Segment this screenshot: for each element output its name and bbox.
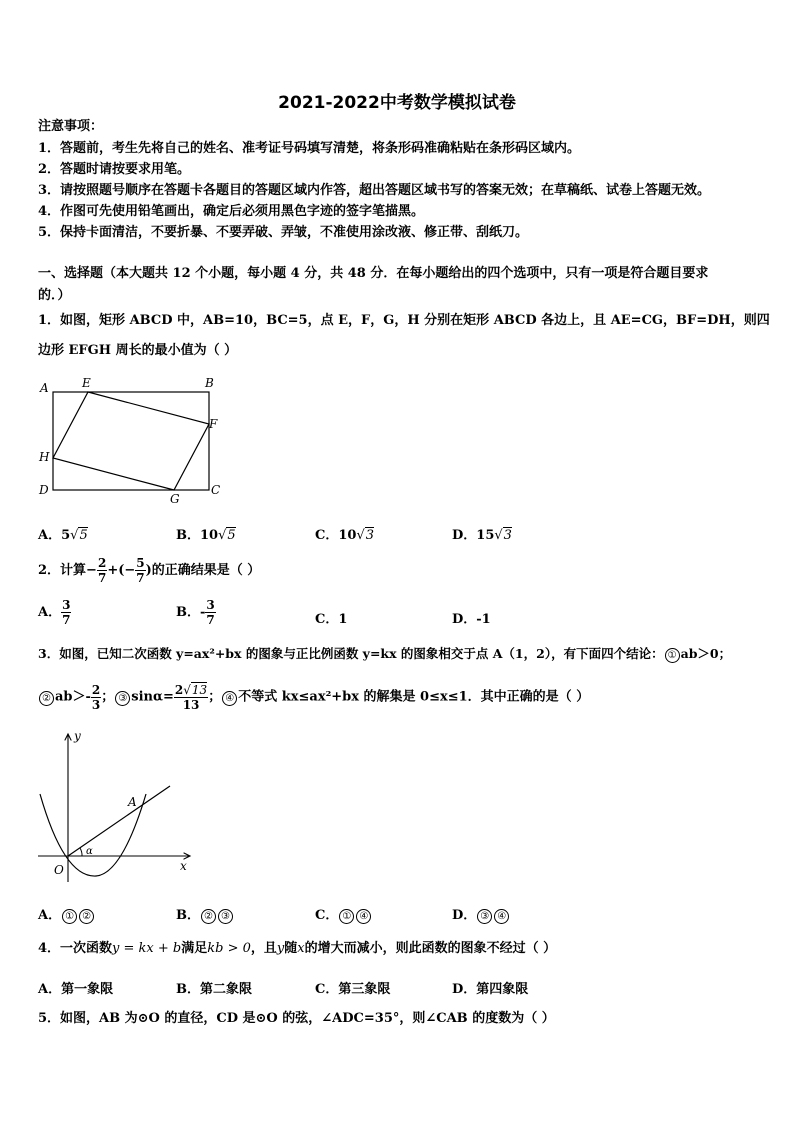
line-y-kx [68, 786, 170, 856]
option-c[interactable]: C．第三象限 [315, 982, 391, 997]
rectangle-figure [36, 372, 226, 506]
option-d[interactable]: D．-1 [452, 612, 491, 627]
notice-item: 2．答题时请按要求用笔。 [38, 162, 191, 177]
option-d[interactable]: D．15√3 [452, 528, 512, 543]
option-a[interactable]: A．第一象限 [38, 982, 114, 997]
quadrilateral-efgh [53, 392, 209, 490]
option-b[interactable]: B．- $\frac{3}{7}$ [176, 598, 215, 627]
option-d[interactable]: D． ③ ④ [452, 904, 510, 924]
page-title: 2021-2022中考数学模拟试卷 [278, 93, 516, 113]
label-e: E [82, 376, 91, 390]
notice-item: 1．答题前，考生先将自己的姓名、准考证号码填写清楚，将条形码准确粘贴在条形码区域内。 [38, 141, 581, 156]
section-heading: 一、选择题（本大题共 12 个小题，每小题 4 分，共 48 分．在每小题给出的四个选项中，只有一项是符合题目要求 [38, 266, 709, 281]
label-x: x [180, 859, 187, 873]
label-b: B [205, 376, 214, 390]
notice-item: 3．请按照题号顺序在答题卡各题目的答题区域内作答，超出答题区域书写的答案无效；在草稿纸、试卷上答题无效。 [38, 183, 711, 198]
notice-item: 4．作图可先使用铅笔画出，确定后必须用黑色字迹的签字笔描黑。 [38, 204, 425, 219]
notice-heading: 注意事项： [38, 119, 104, 134]
question-1-text-cont: 边形 EFGH 周长的最小值为（ ） [38, 343, 238, 358]
question-4-text: 4．一次函数y = kx + b满足kb > 0，且y随x的增大而减小，则此函数的图象不经过（ ） [38, 941, 557, 956]
option-a[interactable]: A． ① ② [38, 904, 95, 924]
label-d: D [39, 483, 49, 497]
parabola-figure [34, 728, 198, 888]
notice-item: 5．保持卡面清洁，不要折暴、不要弄破、弄皱，不准使用涂改液、修正带、刮纸刀。 [38, 225, 529, 240]
question-3-text-cont: ② ab＞- $\frac{2}{3}$ ； ③ sinα= $\frac{2√13}{13}$ ； ④ 不等式 kx≤ax²+bx 的解集是 0≤x≤1．其中正确的是（ ） [38, 682, 589, 712]
question-5-text: 5．如图，AB 为⊙O 的直径，CD 是⊙O 的弦，∠ADC=35°，则∠CAB 的度数为（ ） [38, 1011, 555, 1026]
option-d[interactable]: D．第四象限 [452, 982, 529, 997]
rectangle-abcd [53, 392, 209, 490]
label-g: G [170, 492, 180, 506]
option-a[interactable]: A．5√5 [38, 528, 88, 543]
question-2-text: 2．计算− $\frac{2}{7}$ +(− $\frac{5}{7}$ )的正确结果是（ ） [38, 556, 261, 585]
label-o: O [54, 863, 64, 877]
option-c[interactable]: C．10√3 [315, 528, 375, 543]
label-a: A [128, 795, 137, 809]
option-a[interactable]: A． $\frac{3}{7}$ [38, 598, 71, 627]
label-alpha: α [86, 846, 93, 857]
option-c[interactable]: C．1 [315, 612, 348, 627]
label-h: H [39, 450, 50, 464]
option-b[interactable]: B． ② ③ [176, 904, 234, 924]
label-y: y [74, 729, 81, 743]
section-heading-cont: 的．） [38, 288, 71, 303]
fraction: $\frac{5}{7}$ [136, 556, 145, 585]
label-f: F [209, 417, 218, 431]
question-3-text: 3．如图，已知二次函数 y=ax²+bx 的图象与正比例函数 y=kx 的图象相交于点 A（1，2），有下面四个结论： ① ab＞0； [38, 646, 732, 661]
option-b[interactable]: B．第二象限 [176, 982, 252, 997]
question-1-text: 1．如图，矩形 ABCD 中，AB=10，BC=5，点 E，F，G，H 分别在矩形 ABCD 各边上，且 AE=CG，BF=DH，则四 [38, 313, 770, 328]
label-c: C [211, 483, 221, 497]
label-a: A [40, 381, 49, 395]
option-c[interactable]: C． ① ④ [315, 904, 372, 924]
fraction: $\frac{2}{7}$ [97, 556, 107, 585]
option-b[interactable]: B．10√5 [176, 528, 236, 543]
